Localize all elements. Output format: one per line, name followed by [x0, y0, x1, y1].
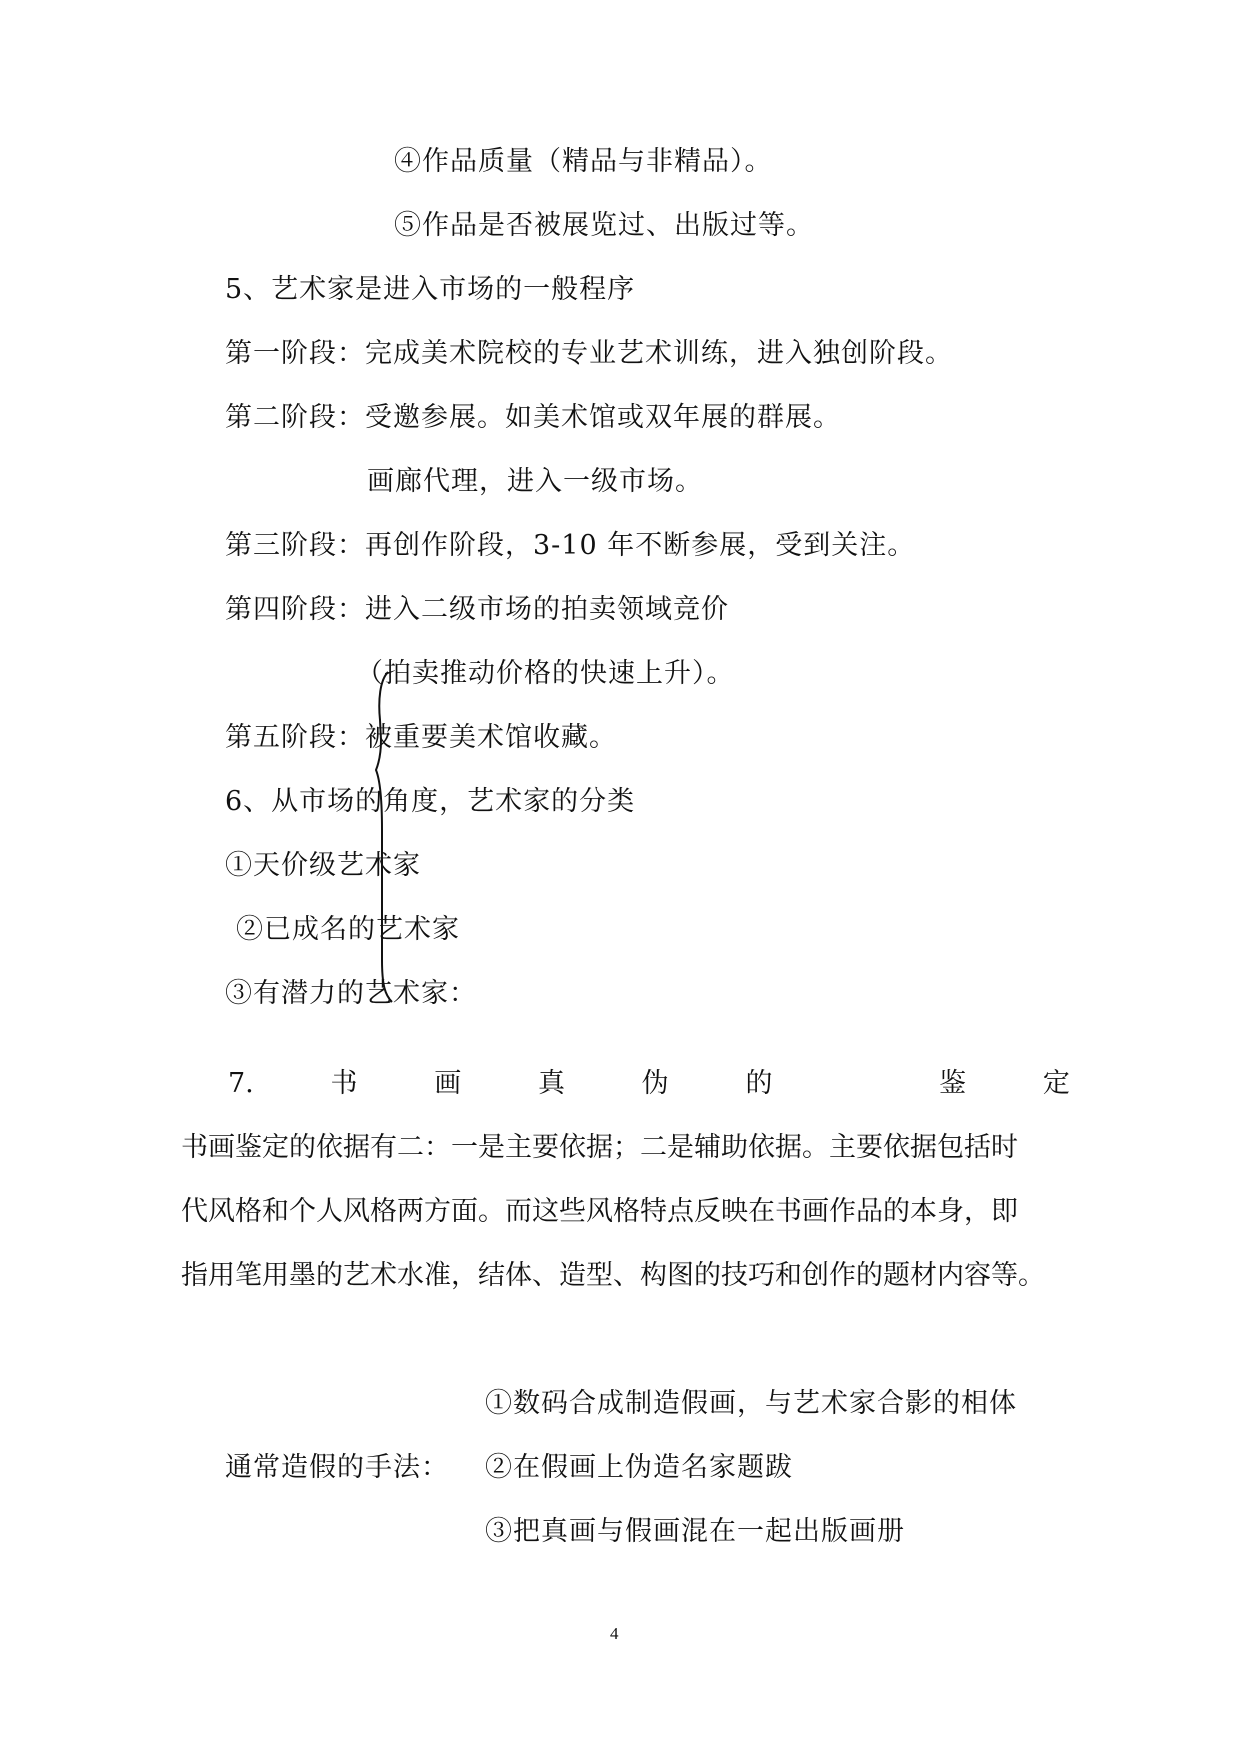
section-heading-7	[228, 1064, 1070, 1104]
heading-char: 定	[1042, 1068, 1070, 1099]
page-number: 4	[610, 1624, 619, 1643]
heading-char: 画	[434, 1068, 462, 1099]
forgery-item: ②在假画上伪造名家题跋	[485, 1452, 793, 1483]
heading-char: 书	[330, 1068, 358, 1099]
forgery-label: 通常造假的手法：	[225, 1452, 449, 1483]
section-heading: 5、艺术家是进入市场的一般程序	[225, 274, 636, 305]
list-item: ②已成名的艺术家	[236, 914, 460, 945]
text-line: 第四阶段：进入二级市场的拍卖领域竞价	[225, 594, 729, 625]
forgery-item: ③把真画与假画混在一起出版画册	[485, 1516, 905, 1547]
text-line: ④作品质量（精品与非精品）。	[394, 146, 773, 177]
section-heading: 6、从市场的角度，艺术家的分类	[225, 786, 636, 817]
paragraph-line: 指用笔用墨的艺术水准，结体、造型、构图的技巧和创作的题材内容等。	[181, 1260, 1045, 1291]
text-line: 第一阶段：完成美术院校的专业艺术训练，进入独创阶段。	[225, 338, 953, 369]
text-line: 第五阶段：被重要美术馆收藏。	[225, 722, 617, 753]
heading-char: 真	[537, 1068, 565, 1099]
text-line: 画廊代理，进入一级市场。	[367, 466, 703, 497]
paragraph-line: 书画鉴定的依据有二：一是主要依据；二是辅助依据。主要依据包括时	[181, 1132, 1018, 1163]
text-line: （拍卖推动价格的快速上升）。	[356, 658, 735, 689]
heading-char: 7.	[228, 1068, 254, 1099]
forgery-item: ①数码合成制造假画，与艺术家合影的相体	[485, 1388, 1017, 1419]
heading-char: 鉴	[939, 1068, 967, 1099]
text-line: 第三阶段：再创作阶段，3-10 年不断参展，受到关注。	[225, 530, 916, 561]
list-item: ③有潜力的艺术家：	[225, 978, 477, 1009]
heading-char: 的	[745, 1068, 773, 1099]
text-line: 第二阶段：受邀参展。如美术馆或双年展的群展。	[225, 402, 841, 433]
paragraph-line: 代风格和个人风格两方面。而这些风格特点反映在书画作品的本身，即	[181, 1196, 1018, 1227]
heading-char: 伪	[641, 1068, 669, 1099]
text-line: ⑤作品是否被展览过、出版过等。	[394, 210, 814, 241]
list-item: ①天价级艺术家	[225, 850, 421, 881]
